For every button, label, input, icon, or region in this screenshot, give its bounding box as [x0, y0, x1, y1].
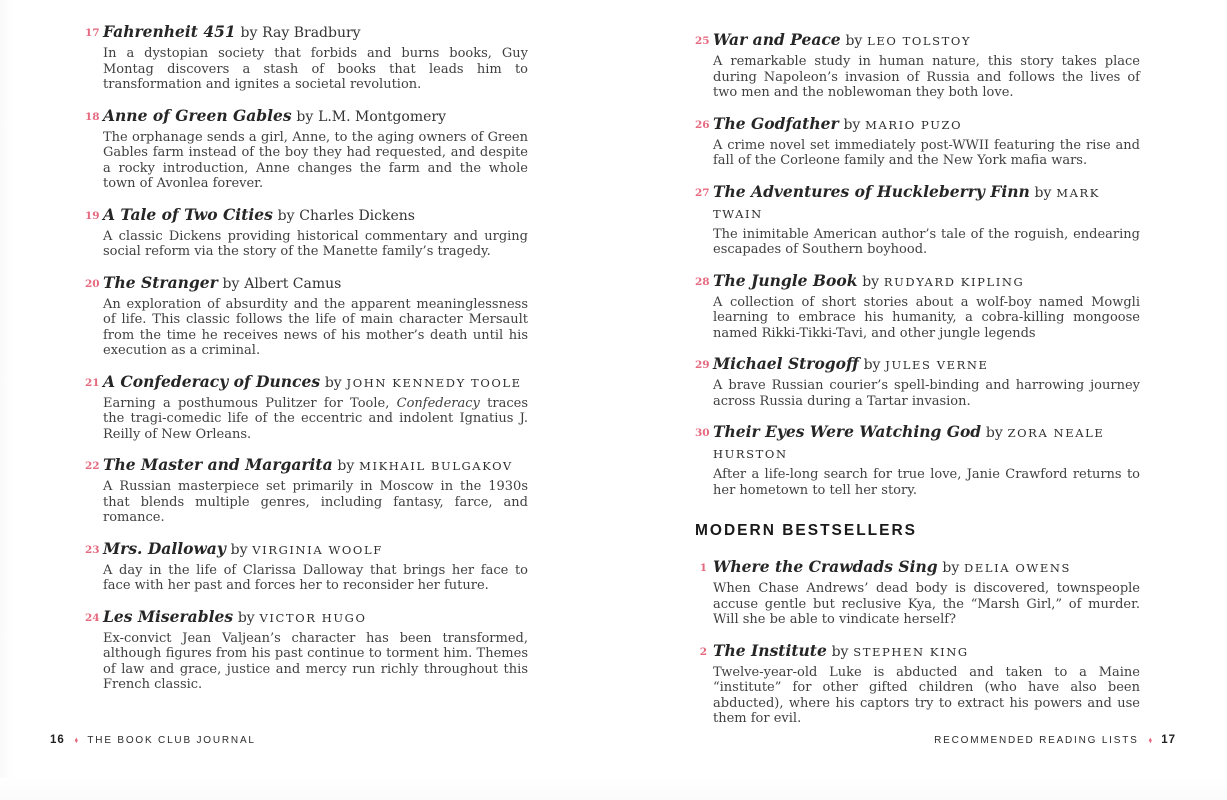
- entry-body: [713, 354, 1140, 409]
- entry-body: [713, 557, 1140, 628]
- entry-number: 30: [695, 427, 710, 439]
- chapter-title: RECOMMENDED READING LISTS: [934, 734, 1139, 746]
- page-edge-bottom: [0, 778, 1227, 800]
- book-author: L.M. Montgomery: [318, 108, 447, 125]
- entry-title-line: [713, 354, 1140, 375]
- book-description: A brave Russian courier’s spell-binding and harrowing journey across Russia during a Tartar invasion.: [713, 378, 1140, 409]
- diamond-icon: ♦: [74, 734, 78, 745]
- entry-title-line: [713, 30, 1140, 51]
- entry-body: [103, 607, 528, 693]
- book-author: LEO TOLSTOY: [867, 34, 972, 48]
- book-description: The inimitable American author’s tale of the roguish, endearing escapades of Southern boyhood.: [713, 226, 1140, 257]
- book-author: Charles Dickens: [299, 207, 415, 224]
- book-author: JOHN KENNEDY TOOLE: [346, 375, 522, 390]
- book-author: STEPHEN KING: [853, 644, 969, 659]
- by-word: by: [845, 33, 863, 49]
- by-word: by: [296, 108, 314, 125]
- entry-number: 23: [85, 543, 100, 556]
- book-entry: [695, 557, 1140, 628]
- entry-number: 1: [699, 562, 707, 574]
- book-author: MARK TWAIN: [713, 185, 1100, 221]
- page-number-right: 17: [1161, 734, 1176, 746]
- book-title: Fahrenheit 451: [103, 22, 236, 41]
- book-description: A crime novel set immediately post-WWII featuring the rise and fall of the Corleone family and the New York mafia wars.: [713, 137, 1140, 168]
- by-word: by: [230, 541, 248, 558]
- left-page-column: [85, 22, 528, 706]
- by-word: by: [237, 609, 255, 626]
- book-description: An exploration of absurdity and the apparent meaninglessness of life. This classic follows the life of main character Mersault from the time he receives news of his mother’s death until his execution as a criminal.: [103, 296, 528, 358]
- entry-title-line: [103, 539, 528, 560]
- reading-list-modern: [695, 557, 1140, 727]
- book-title: Anne of Green Gables: [103, 105, 292, 125]
- entry-number: 27: [695, 186, 710, 199]
- by-word: by: [862, 273, 880, 290]
- book-description: Ex-convict Jean Valjean’s character has been transformed, although figures from his past continue to torment him. Themes of law and grace, justice and mercy run richly throughout this French classic.: [103, 630, 528, 692]
- book-description: A day in the life of Clarissa Dalloway that brings her face to face with her past and forces her to reconsider her future.: [103, 562, 528, 593]
- by-word: by: [222, 275, 240, 292]
- by-word: by: [277, 207, 295, 224]
- entry-title-line: [713, 182, 1140, 224]
- entry-number: 22: [85, 460, 100, 472]
- entry-title-line: [103, 372, 528, 393]
- book-description: A Russian masterpiece set primarily in Moscow in the 1930s that blends multiple genres, including fantasy, farce, and romance.: [103, 479, 528, 525]
- book-entry: [85, 273, 528, 359]
- book-author: VICTOR HUGO: [259, 610, 367, 625]
- reading-list-right: [695, 30, 1140, 498]
- book-entry: [85, 607, 528, 693]
- entry-title-line: [103, 273, 528, 294]
- by-word: by: [337, 458, 355, 474]
- book-description: A classic Dickens providing historical commentary and urging social reform via the story of the Manette family’s tragedy.: [103, 228, 528, 259]
- book-author: MARIO PUZO: [865, 117, 963, 132]
- by-word: by: [942, 560, 960, 576]
- entry-body: [713, 271, 1140, 342]
- book-entry: [695, 114, 1140, 169]
- book-description: When Chase Andrews’ dead body is discovered, townspeople accuse gentle but reclusive Kya, the “Marsh Girl,” of murder. Will she be able to vindicate herself?: [713, 581, 1140, 627]
- entry-number: 19: [85, 209, 100, 222]
- book-title: A Tale of Two Cities: [103, 204, 273, 224]
- by-word: by: [240, 25, 258, 41]
- entry-number: 28: [695, 275, 710, 288]
- entry-title-line: [103, 607, 528, 628]
- entry-title-line: [103, 106, 528, 127]
- book-author: RUDYARD KIPLING: [883, 274, 1025, 289]
- book-author: Albert Camus: [244, 275, 342, 292]
- entry-number: 2: [699, 645, 707, 658]
- entry-number: 21: [85, 376, 100, 389]
- book-entry: [695, 30, 1140, 101]
- book-title: Les Miserables: [103, 606, 234, 626]
- book-description: Twelve-year-old Luke is abducted and taken to a Maine “institute” for other gifted children (who have also been abducted), where his captors try to extract his powers and use them for evil.: [713, 664, 1140, 726]
- book-entry: [695, 422, 1140, 498]
- entry-title-line: [713, 271, 1140, 292]
- book-description: A collection of short stories about a wolf-boy named Mowgli learning to embrace his humanity, a cobra-killing mongoose named Rikki-Tikki-Tavi, and other jungle legends: [713, 294, 1140, 341]
- book-description: After a life-long search for true love, Janie Crawford returns to her hometown to tell her story.: [713, 467, 1140, 498]
- entry-number: 29: [695, 359, 710, 371]
- book-title: War and Peace: [713, 30, 841, 49]
- book-author: Ray Bradbury: [262, 25, 361, 41]
- book-author: MIKHAIL BULGAKOV: [359, 459, 513, 473]
- book-author: ZORA NEALE HURSTON: [713, 426, 1105, 461]
- book-description: A remarkable study in human nature, this story takes place during Napoleon’s invasion of Russia and follows the lives of two men and the noblewoman they both love.: [713, 54, 1140, 100]
- entry-body: [103, 22, 528, 93]
- entry-body: [103, 455, 528, 526]
- book-title: The Jungle Book: [713, 270, 858, 290]
- book-author: JULES VERNE: [885, 358, 989, 372]
- diamond-icon: ♦: [1148, 734, 1152, 745]
- entry-body: [713, 114, 1140, 169]
- entry-number: 20: [85, 277, 100, 290]
- entry-body: [103, 273, 528, 359]
- entry-body: [713, 30, 1140, 101]
- book-title: Where the Crawdads Sing: [713, 557, 938, 576]
- page-number-left: 16: [50, 734, 65, 746]
- book-entry: [85, 372, 528, 443]
- book-title: The Master and Margarita: [103, 455, 333, 474]
- entry-number: 24: [85, 611, 100, 624]
- book-entry: [85, 539, 528, 594]
- entry-body: [713, 422, 1140, 498]
- book-title: The Institute: [713, 640, 827, 660]
- entry-body: [103, 205, 528, 260]
- entry-body: [713, 641, 1140, 727]
- book-entry: [85, 22, 528, 93]
- right-page-column: [695, 30, 1140, 740]
- book-author: DELIA OWENS: [964, 561, 1071, 575]
- entry-body: [103, 106, 528, 192]
- section-heading-modern-bestsellers: MODERN BESTSELLERS: [695, 522, 918, 539]
- footer-right: [934, 734, 1176, 746]
- book-title: Mrs. Dalloway: [103, 538, 226, 558]
- reading-list-left: [85, 22, 528, 693]
- entry-title-line: [713, 422, 1140, 464]
- book-author: VIRGINIA WOOLF: [252, 542, 383, 557]
- book-title: The Godfather: [713, 113, 839, 133]
- entry-title-line: [713, 557, 1140, 578]
- book-entry: [85, 205, 528, 260]
- footer-left: [50, 734, 256, 746]
- book-entry: [695, 182, 1140, 258]
- journal-title: THE BOOK CLUB JOURNAL: [87, 734, 256, 746]
- by-word: by: [1034, 184, 1052, 201]
- entry-number: 18: [85, 110, 100, 123]
- book-title: The Adventures of Huckleberry Finn: [713, 181, 1030, 201]
- entry-title-line: [713, 641, 1140, 662]
- book-entry: [695, 354, 1140, 409]
- by-word: by: [985, 425, 1003, 441]
- entry-title-line: [103, 22, 528, 43]
- entry-number: 17: [85, 27, 100, 39]
- book-description: The orphanage sends a girl, Anne, to the aging owners of Green Gables farm instead of the boy they had requested, and despite a rocky introduction, Anne changes the farm and the whole town of Avonlea forever.: [103, 129, 528, 191]
- by-word: by: [863, 357, 881, 373]
- entry-title-line: [713, 114, 1140, 135]
- by-word: by: [843, 116, 861, 133]
- entry-body: [103, 539, 528, 594]
- entry-title-line: [103, 205, 528, 226]
- book-description: Earning a posthumous Pulitzer for Toole, Confederacy traces the tragi-comedic life of the eccentric and indolent Ignatius J. Reilly of New Orleans.: [103, 395, 528, 442]
- entry-body: [713, 182, 1140, 258]
- book-entry: [695, 641, 1140, 727]
- by-word: by: [324, 374, 342, 391]
- book-entry: [85, 106, 528, 192]
- book-title: Their Eyes Were Watching God: [713, 422, 982, 441]
- entry-body: [103, 372, 528, 443]
- book-title: The Stranger: [103, 272, 218, 292]
- entry-number: 26: [695, 118, 710, 131]
- book-description: In a dystopian society that forbids and burns books, Guy Montag discovers a stash of books that leads him to transformation and ignites a societal revolution.: [103, 46, 528, 92]
- page-edge-left: [0, 0, 14, 800]
- entry-title-line: [103, 455, 528, 476]
- entry-number: 25: [695, 35, 710, 47]
- book-title: A Confederacy of Dunces: [103, 371, 321, 391]
- by-word: by: [831, 643, 849, 660]
- book-entry: [85, 455, 528, 526]
- book-title: Michael Strogoff: [713, 354, 859, 373]
- book-entry: [695, 271, 1140, 342]
